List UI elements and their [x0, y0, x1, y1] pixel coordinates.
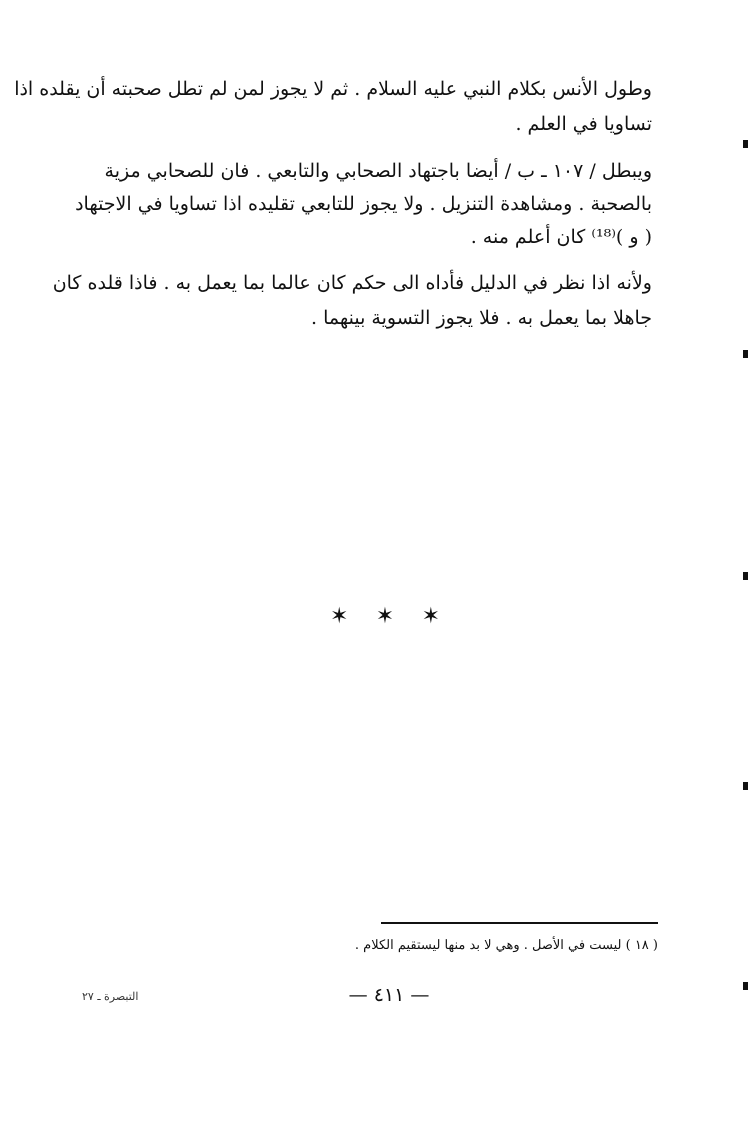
paragraph-3-line-1: ولأنه اذا نظر في الدليل فأداه الى حكم كان عالما بما يعمل به . فاذا قلده كان: [52, 272, 652, 294]
paragraph-1-line-2: تساويا في العلم .: [515, 113, 652, 135]
footnote: ( ١٨ ) ليست في الأصل . وهي لا بد منها ليستقيم الكلام .: [354, 938, 658, 953]
paragraph-2: [75, 155, 652, 254]
paragraph-1-line-1: وطول الأنس بكلام النبي عليه السلام . ثم لا يجوز لمن لم تطل صحبته أن يقلده اذا: [14, 78, 652, 100]
scan-edge-mark: [743, 782, 748, 790]
footnote-divider: [381, 922, 658, 924]
scan-edge-mark: [743, 140, 748, 148]
scan-edge-mark: [743, 350, 748, 358]
printer-signature: التبصرة ـ ٢٧: [82, 990, 139, 1003]
paragraph-3: [52, 266, 652, 336]
paragraph-1: [14, 72, 652, 142]
separator-star-icon: ✶: [421, 604, 440, 629]
scan-edge-mark: [743, 982, 748, 990]
page-number: — ٤١١ —: [348, 984, 430, 1006]
paragraph-3-line-2: جاهلا بما يعمل به . فلا يجوز التسوية بينهما .: [311, 307, 652, 329]
separator-star-icon: ✶: [330, 604, 349, 629]
paragraph-2-line-3: ( و )⁽¹⁸⁾ كان أعلم منه .: [470, 226, 652, 248]
section-separator: [330, 604, 440, 629]
paragraph-2-line-2: بالصحبة . ومشاهدة التنزيل . ولا يجوز للتابعي تقليده اذا تساويا في الاجتهاد: [75, 193, 652, 215]
paragraph-2-line-1: ويبطل / ١٠٧ ـ ب / أيضا باجتهاد الصحابي والتابعي . فان للصحابي مزية: [104, 160, 652, 182]
scan-edge-mark: [743, 572, 748, 580]
separator-star-icon: ✶: [375, 604, 395, 629]
